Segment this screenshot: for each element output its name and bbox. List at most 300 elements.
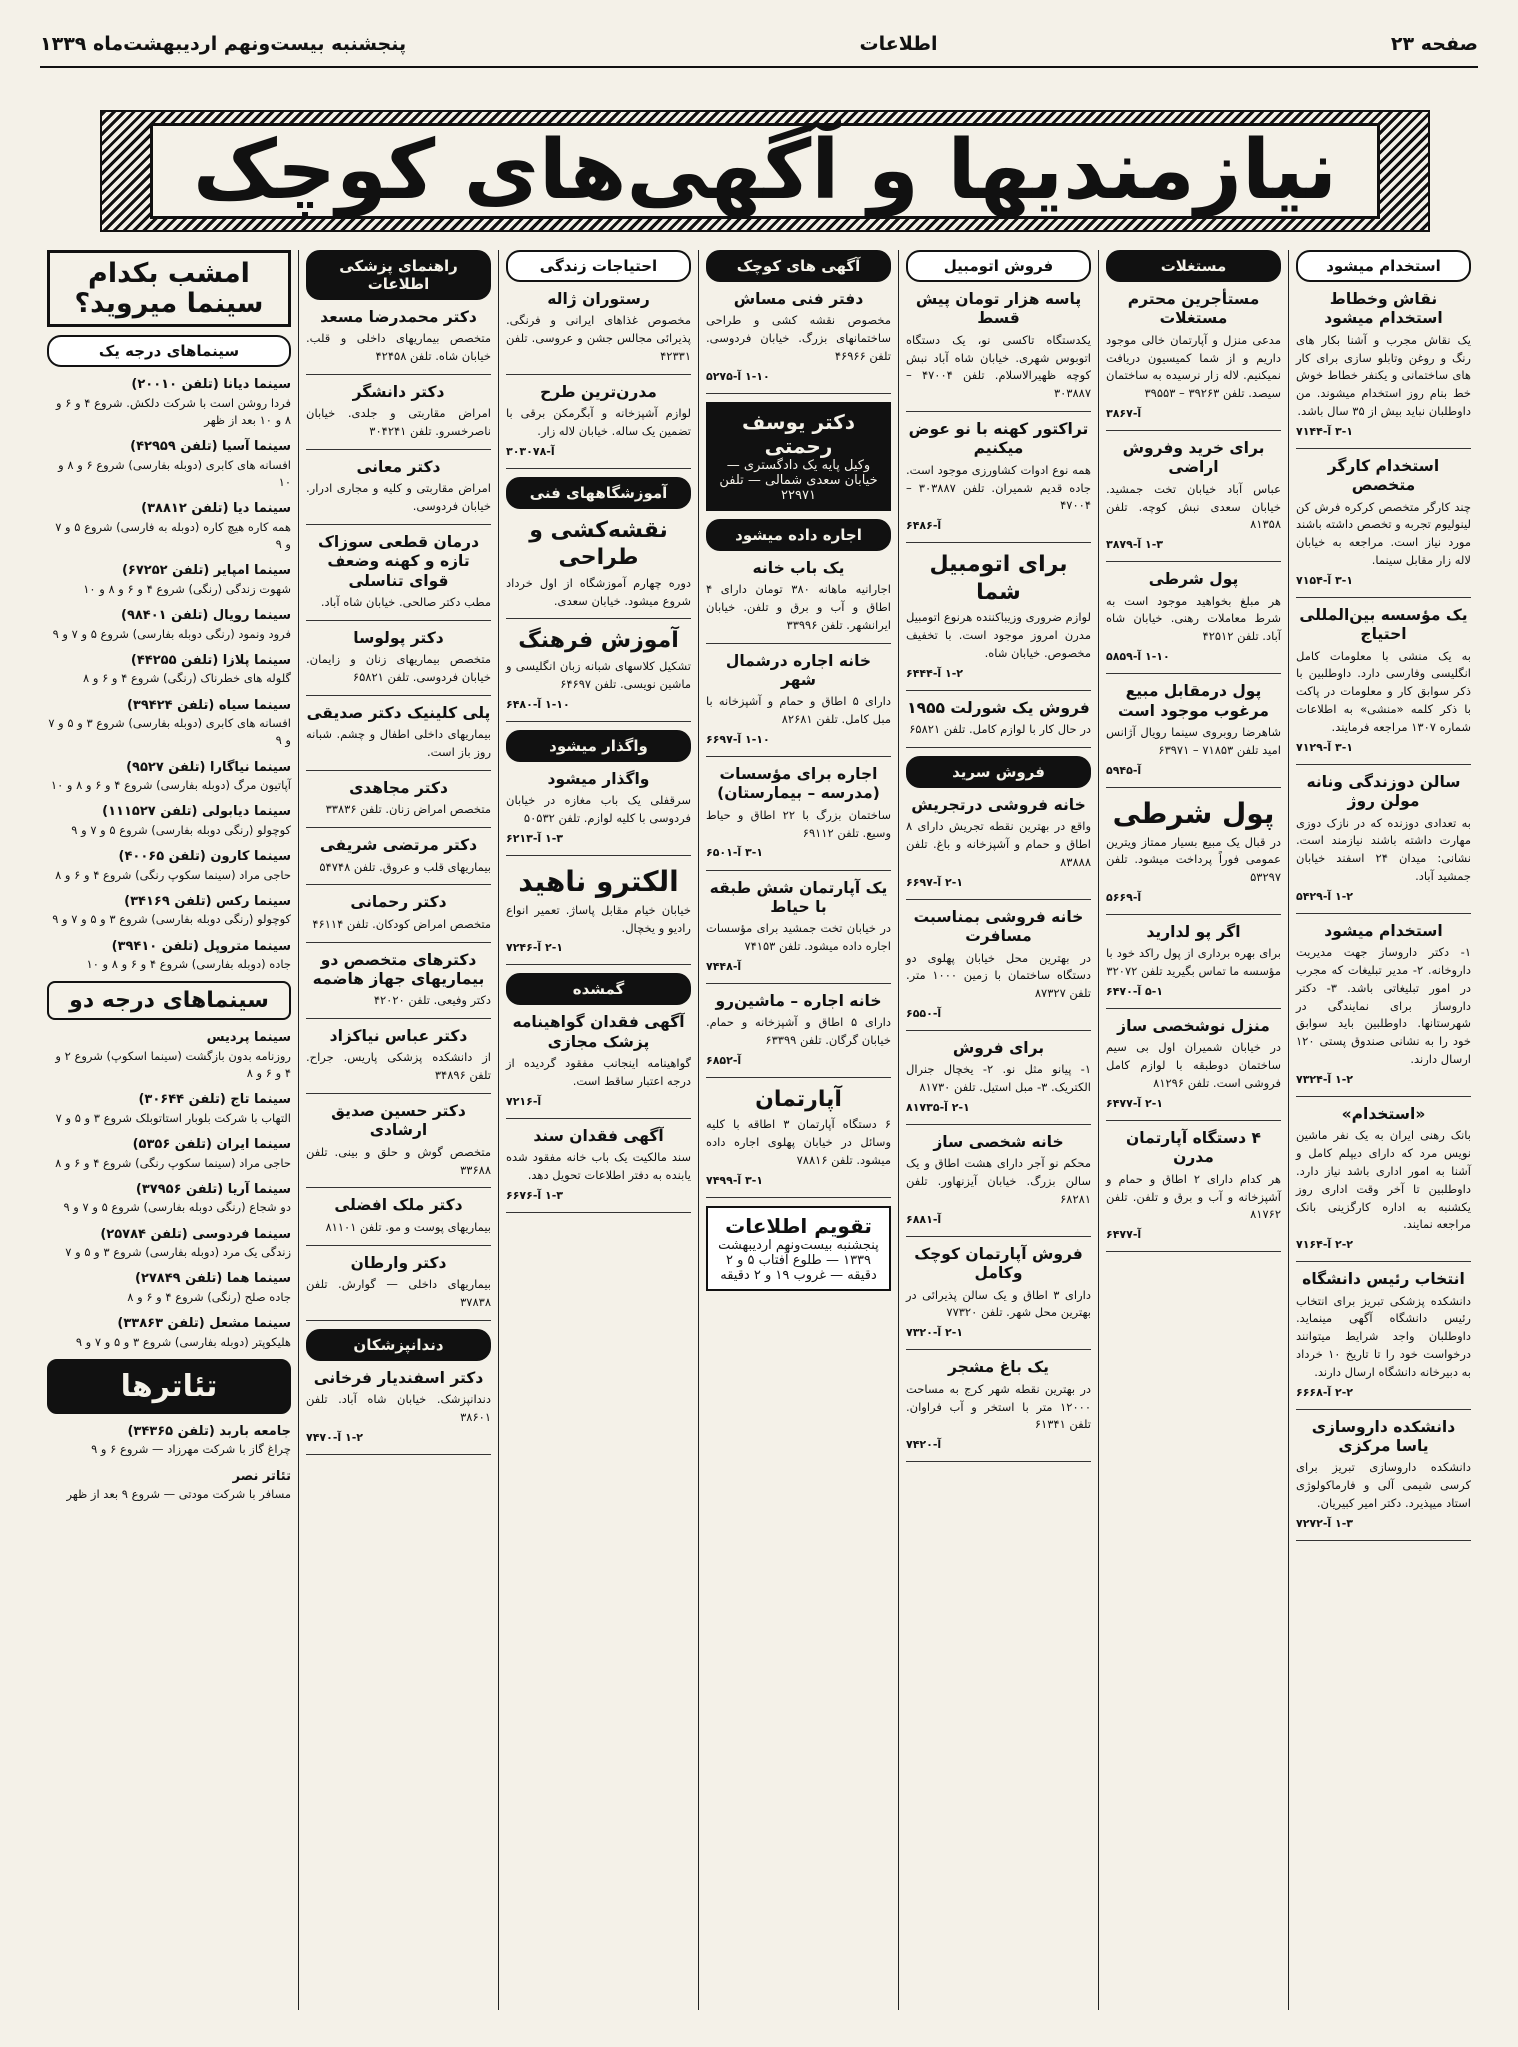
classified-ad: [906, 1039, 1091, 1116]
ad-code: آ-۵۹۴۵: [1106, 763, 1142, 777]
ad-code: آ-۷۴۲۰: [906, 1438, 942, 1452]
ad-code: ۲-۱ آ-۸۱۷۳۵: [906, 1101, 970, 1114]
ad-divider: [306, 449, 491, 450]
classified-ad: [306, 383, 491, 441]
classified-ad: [1106, 290, 1281, 422]
ad-divider: [506, 855, 691, 856]
column-header: فروش اتومبیل: [906, 250, 1091, 282]
ad-body: مخصوص غذاهای ایرانی و فرنگی. پذیرائی مجالس جشن و عروسی. تلفن ۴۲۳۳۱: [506, 313, 691, 363]
section-header: گمشده: [506, 973, 691, 1005]
ad-body: اجارانیه ماهانه ۳۸۰ تومان دارای ۴ اطاق و آب و برق و تلفن. خیابان ایرانشهر. تلفن ۳۳۹۹۶: [706, 582, 891, 632]
ad-title: انتخاب رئیس دانشگاه: [1302, 1270, 1465, 1289]
ad-body: ۱- دکتر داروساز جهت مدیریت داروخانه. ۲- مدیر تبلیغات که مجرب در امور تبلیغاتی باشد. ۳- دکتر داروساز برای نمایندگی در شهرستانها. داوطلبین باید سوابق خود را به نشانی صندوق پستی ۱۲۰ ارسال دارند.: [1296, 945, 1472, 1067]
ad-divider: [306, 827, 491, 828]
ad-divider: [706, 983, 891, 984]
classified-ad: [506, 290, 691, 366]
ad-divider: [306, 1454, 491, 1455]
cinema-name: سینما نیاگارا (تلفن ۹۵۲۷): [126, 759, 291, 775]
ad-divider: [1296, 1096, 1471, 1097]
ad-code: ۱-۱۰ آ-۵۲۷۵: [706, 369, 770, 383]
classified-ad: [906, 699, 1091, 739]
cinema-listing: [47, 1135, 291, 1172]
ad-body: سند مالکیت یک باب خانه مفقود شده یابنده به دفتر اطلاعات تحویل دهد.: [506, 1150, 691, 1182]
theater-name: تئاتر نصر: [232, 1468, 291, 1484]
cinema-program: افسانه های کابری (دوبله بفارسی) شروع ۳ و ۵ و ۷ و ۹: [48, 716, 291, 748]
section-header: آموزشگاههای فنی: [506, 477, 691, 509]
ad-body: امراض مقاربتی و جلدی. خیابان ناصرخسرو. تلفن ۳۰۴۲۴۱: [306, 406, 491, 439]
classified-ad: [1296, 457, 1471, 589]
ad-body: ۶ دستگاه آپارتمان ۳ اطاقه با کلیه وسائل در خیابان پهلوی اجاره داده میشود. تلفن ۷۸۸۱۶: [706, 1117, 891, 1168]
ad-code: آ-۶۸۸۱: [906, 1212, 942, 1226]
ad-title: اجاره برای مؤسسات (مدرسه – بیمارستان): [717, 765, 880, 803]
ad-code: ۱-۱۰ آ-۵۸۵۹: [1106, 650, 1170, 664]
page-number: صفحه ۲۳: [1390, 33, 1478, 55]
ad-code: آ-۶۴۸۶: [906, 519, 942, 533]
column-7: [40, 250, 298, 2010]
ad-divider: [306, 1320, 491, 1321]
ad-body: مطب دکتر صالحی. خیابان شاه آباد.: [320, 595, 491, 610]
cinema-name: سینما هما (تلفن ۲۷۸۴۹): [134, 1271, 291, 1287]
ad-divider: [906, 542, 1091, 543]
classified-ad: [906, 551, 1091, 681]
ad-divider: [706, 1077, 891, 1078]
ad-divider: [1106, 914, 1281, 915]
ad-body: بیماریهای داخلی — گوارش. تلفن ۳۷۸۳۸: [306, 1277, 491, 1309]
cinema-program: افسانه های کابری (دوبله بفارسی) شروع ۶ و ۸ و ۱۰: [58, 457, 291, 490]
cinema-name: سینما دیا (تلفن ۳۸۸۱۲): [141, 501, 291, 517]
ad-title: یک باغ مشجر: [948, 1358, 1049, 1377]
cinema-name: سینما آریا (تلفن ۳۷۹۵۶): [135, 1181, 291, 1197]
ad-code: ۱-۱۰ آ-۶۶۹۷: [706, 733, 770, 747]
ad-code: ۳-۱ آ-۷۴۹۹: [706, 1173, 764, 1187]
classified-ad: [906, 1358, 1091, 1453]
ad-body: دندانپزشک. خیابان شاه آباد. تلفن ۳۸۶۰۱: [306, 1392, 491, 1424]
ad-divider: [1296, 913, 1471, 914]
ad-title: دکتر دانشگر: [352, 383, 445, 401]
ad-code: ۳-۱ آ-۷۱۵۴: [1296, 573, 1354, 587]
ad-body: چند کارگر متخصص کرکره فرش کن لینولیوم تجربه و تخصص داشته باشند مورد نیاز است. مراجعه به خیابان لاله زار مقابل سینما.: [1296, 499, 1471, 568]
ad-divider: [306, 695, 491, 696]
ad-divider: [306, 1187, 491, 1188]
classified-ad: [706, 290, 891, 385]
classified-ad: [306, 704, 491, 762]
theater-name: جامعه باربد (تلفن ۳۴۳۶۵): [127, 1423, 291, 1439]
cinema-listing: [47, 375, 291, 429]
cinema-program: التهاب با شرکت بلوبار استاتوبلک شروع ۳ و ۵ و ۷: [55, 1110, 291, 1125]
ad-code: آ-۶۴۷۷: [1106, 1228, 1142, 1242]
classified-ad: [506, 383, 691, 460]
ad-body: در خیابان شمیران اول بی سیم ساختمان دوطبقه با لوازم کامل فروشی است. تلفن ۸۱۲۹۶: [1106, 1040, 1281, 1091]
classified-ad: [1296, 922, 1471, 1088]
ad-title: دکتر پولوسا: [353, 628, 444, 647]
boxed-ad-title: دکتر یوسف رحمتی: [742, 409, 855, 458]
cinema-program: گلوله های خطرناک (رنگی) شروع ۴ و ۶ و ۸: [83, 671, 291, 686]
ad-body: امراض مقاربتی و کلیه و مجاری ادرار. خیابان فردوسی.: [306, 481, 491, 514]
ad-title: خانه اجاره – ماشین‌رو: [715, 991, 882, 1010]
cinema-listing: [47, 1225, 291, 1262]
column-2: [1098, 250, 1288, 2010]
ad-code: ۲-۱ آ-۷۲۴۶: [506, 941, 564, 955]
ad-divider: [306, 770, 491, 771]
classified-ad: [1296, 1105, 1471, 1253]
ad-body: مخصوص نقشه کشی و طراحی ساختمانهای بزرگ. خیابان فردوسی. تلفن ۴۶۹۶۶: [706, 313, 891, 363]
cinema-name: سینما دیابولی (تلفن ۱۱۱۵۲۷): [102, 804, 291, 820]
boxed-ad-body: وکیل پایه یک دادگستری — خیابان سعدی شمالی — تلفن ۲۲۹۷۱: [719, 457, 878, 503]
classified-ad: [306, 458, 491, 516]
ad-divider: [906, 1349, 1091, 1350]
cinema-section-header: سینماهای درجه دو: [47, 981, 291, 1020]
cinema-program: حاجی مراد (سینما سکوپ رنگی) شروع ۴ و ۶ و ۸: [55, 1155, 291, 1170]
classified-ad: [506, 770, 691, 847]
cinema-listing: [47, 499, 291, 553]
ad-divider: [1106, 1008, 1281, 1009]
ad-body: بیماریهای داخلی اطفال و چشم. شبانه روز باز است.: [306, 727, 491, 760]
ad-body: هر مبلغ بخواهید موجود است به شرط معاملات رهنی. خیابان شاه آباد. تلفن ۴۲۵۱۲: [1106, 593, 1281, 644]
cinema-listing: [47, 651, 291, 688]
classified-ad: [306, 629, 491, 687]
cinema-listing: [47, 758, 291, 795]
ad-title: خانه شخصی ساز: [933, 1133, 1064, 1152]
classified-ad: [506, 1013, 691, 1109]
cinema-name: سینما آسیا (تلفن ۴۲۹۵۹): [130, 439, 291, 455]
cinema-name: سینما رکس (تلفن ۳۴۱۶۹): [124, 893, 291, 909]
ad-title: نقشه‌کشی و طراحی: [529, 517, 668, 571]
ad-body: تشکیل کلاسهای شبانه زبان انگلیسی و ماشین نویسی. تلفن ۶۴۶۹۷: [506, 658, 691, 691]
ad-divider: [306, 1018, 491, 1019]
ad-divider: [706, 1197, 891, 1198]
ad-body: عباس آباد خیابان تخت جمشید. خیابان سعدی نبش کوچه. تلفن ۸۱۳۵۸: [1106, 481, 1281, 532]
banner-title: نیازمندیها و آگهی‌های کوچک: [150, 123, 1380, 219]
classified-ad: [1106, 570, 1281, 665]
ad-divider: [906, 690, 1091, 691]
ad-divider: [706, 870, 891, 871]
ad-title: دکتر ملک افضلی: [334, 1196, 463, 1215]
cinema-program: فردا روشن است با شرکت دلکش. شروع ۴ و ۶ و ۸ و ۱۰ بعد از ظهر: [56, 395, 291, 428]
column-1: [1288, 250, 1478, 2010]
ad-body: دارای ۵ اطاق و آشپزخانه و حمام. خیابان گرگان. تلفن ۶۳۳۹۹: [706, 1015, 891, 1048]
cinema-name: سینما ایران (تلفن ۵۳۵۶): [132, 1137, 291, 1153]
ad-divider: [1106, 561, 1281, 562]
ad-divider: [1106, 1120, 1281, 1121]
classified-ad: [1296, 1418, 1471, 1532]
ad-title: اگر پو لدارید: [1146, 923, 1241, 942]
classified-ad: [1106, 439, 1281, 553]
ad-body: لوازم آشپزخانه و آبگرمکن برقی با تضمین یک ساله. خیابان لاله زار.: [506, 406, 691, 438]
ad-divider: [306, 1245, 491, 1246]
classified-ad: [306, 779, 491, 819]
ad-title: آگهی فقدان گواهینامه پزشک مجازی: [512, 1013, 685, 1051]
ad-body: متخصص امراض زنان. تلفن ۳۳۸۳۶: [325, 802, 491, 817]
ad-body: از دانشکده پزشکی پاریس. جراح. تلفن ۳۴۸۹۶: [306, 1050, 491, 1083]
newspaper-name: اطلاعات: [859, 33, 938, 55]
classified-ad: [1106, 682, 1281, 778]
ad-body: گواهینامه اینجانب مفقود گردیده از درجه اعتبار ساقط است.: [506, 1056, 691, 1088]
cinema-listing: [47, 1269, 291, 1306]
ad-title: خانه اجاره درشمال شهر: [725, 651, 872, 690]
page-header: [40, 22, 1478, 68]
ad-title: مدرن‌ترین طرح: [540, 382, 657, 401]
classified-ad: [306, 951, 491, 1011]
ad-title: «استخدام»: [1341, 1104, 1426, 1123]
cinema-listing: [47, 1180, 291, 1217]
classified-ad: [1106, 923, 1281, 1000]
ad-title: تراکتور کهنه با نو عوض میکنیم: [908, 420, 1089, 458]
ad-divider: [1296, 764, 1471, 765]
ad-body: بیماریهای قلب و عروق. تلفن ۵۴۷۴۸: [319, 859, 491, 874]
cinema-listing: [47, 802, 291, 839]
cinema-listing: [47, 847, 291, 884]
cinema-listing: [47, 892, 291, 929]
theater-program: مسافر با شرکت مودتی — شروع ۹ بعد از ظهر: [66, 1487, 291, 1502]
ad-title: رستوران ژاله: [547, 290, 650, 308]
ad-divider: [506, 468, 691, 469]
column-4: [698, 250, 898, 2010]
ad-body: برای بهره برداری از پول راکد خود با مؤسسه ما تماس بگیرید تلفن ۳۲۰۷۲: [1106, 946, 1281, 979]
classified-ad: [306, 1254, 491, 1312]
column-header: آگهی های کوچک: [706, 250, 891, 282]
cinema-listing: [47, 1314, 291, 1351]
ad-code: آ-۷۴۴۸: [706, 959, 742, 973]
cinema-name: سینما رویال (تلفن ۹۸۴۰۱): [120, 608, 291, 624]
boxed-ad: [706, 402, 891, 511]
ad-code: ۲-۱ آ-۶۴۷۷: [1106, 1096, 1164, 1110]
ad-body: دانشکده داروسازی تبریز برای کرسی شیمی آلی و فارماکولوژی استاد میپذیرد. دکتر امیر کبیریان.: [1296, 1460, 1471, 1511]
ad-title: پاسه هزار تومان پیش قسط: [915, 290, 1082, 328]
ad-divider: [306, 524, 491, 525]
boxed-ad-title: تقویم اطلاعات: [725, 1213, 872, 1238]
ad-divider: [306, 1093, 491, 1094]
ad-body: متخصص امراض کودکان. تلفن ۴۶۱۱۴: [312, 916, 491, 931]
ad-body: یکدستگاه تاکسی نو، یک دستگاه اتوبوس شهری. خیابان شاه آباد نبش کوچه ظهیرالاسلام. تلفن ۴۷۰۰۴ – ۳۰۳۸۸۷: [906, 332, 1091, 401]
classified-ad: [906, 290, 1091, 403]
ad-title: یک مؤسسه بین‌المللی احتیاج: [1299, 605, 1468, 644]
column-header: مستغلات: [1106, 250, 1281, 282]
cinema-name: سینما متروپل (تلفن ۳۹۴۱۰): [111, 938, 291, 954]
cinema-name: سینما تاج (تلفن ۳۰۶۴۴): [138, 1092, 291, 1108]
classified-ad: [306, 893, 491, 933]
ad-code: آ-۳۰۳۰۷۸: [506, 444, 555, 458]
theaters-header: تئاترها: [47, 1359, 291, 1414]
ad-divider: [1296, 597, 1471, 598]
ad-title: خانه فروشی بمناسبت مسافرت: [913, 907, 1084, 946]
ad-divider: [506, 1118, 691, 1119]
cinema-program: آپاتیون مرگ (دوبله بفارسی) شروع ۴ و ۶ و ۸ و ۱۰: [50, 778, 291, 793]
ad-code: ۱-۳ آ-۷۲۷۲: [1296, 1516, 1354, 1530]
ad-body: در قبال یک مبیع بسیار ممتاز ویترین عمومی فوراً پرداخت میشود. تلفن ۵۳۲۹۷: [1106, 834, 1281, 885]
section-header: اجاره داده میشود: [706, 519, 891, 551]
ad-divider: [1106, 673, 1281, 674]
cinema-listing: [47, 1028, 291, 1082]
ad-body: لوازم ضروری وزیباکننده هرنوع اتومبیل مدرن امروز موجود است. با تخفیف مخصوص. خیابان شاه.: [906, 610, 1091, 660]
theater-program: چراغ گاز با شرکت مهرزاد — شروع ۶ و ۹: [91, 1442, 291, 1457]
ad-divider: [1106, 430, 1281, 431]
ad-code: ۱-۱۰ آ-۶۴۸۰: [506, 697, 570, 711]
ad-title: پول درمقابل مبیع مرغوب موجود است: [1117, 682, 1270, 720]
classified-ad: [306, 1369, 491, 1446]
ad-code: ۵-۱ آ-۶۴۷۰: [1106, 985, 1164, 999]
classified-ad: [506, 627, 691, 712]
classified-ad: [1106, 796, 1281, 906]
ad-divider: [506, 1212, 691, 1213]
cinema-program: جاده (دوبله بفارسی) شروع ۴ و ۶ و ۸ و ۱۰: [86, 957, 291, 972]
ad-code: آ-۶۵۵۰: [906, 1006, 942, 1020]
classified-ad: [306, 308, 491, 366]
ad-divider: [706, 393, 891, 394]
ad-divider: [306, 620, 491, 621]
ad-divider: [1106, 787, 1281, 788]
classified-ad: [1106, 1017, 1281, 1112]
section-banner: [100, 110, 1430, 232]
classified-ad: [706, 992, 891, 1069]
ad-code: ۳-۱ آ-۷۱۲۹: [1296, 740, 1354, 754]
ad-body: مدعی منزل و آپارتمان خالی موجود داریم و از شما کمیسیون دریافت نمیکنیم. لاله زار نرسیده به ساختمان سیصد. تلفن ۳۹۲۶۳ – ۳۹۵۵۳: [1106, 332, 1281, 401]
classified-ad: [506, 517, 691, 611]
ad-body: دارای ۳ اطاق و یک سالن پذیرائی در بهترین محل شهر. تلفن ۷۷۳۲۰: [906, 1287, 1091, 1320]
ad-title: دفتر فنی مساش: [733, 290, 864, 308]
cinema-listing: [47, 937, 291, 974]
classified-ad: [1296, 290, 1471, 440]
ad-title: درمان قطعی سوزاک تازه و کهنه وضعف قوای تناسلی: [317, 533, 480, 590]
ad-divider: [306, 884, 491, 885]
ad-divider: [906, 1030, 1091, 1031]
ad-divider: [906, 747, 1091, 748]
boxed-ad: [706, 1206, 891, 1291]
ad-divider: [1296, 1261, 1471, 1262]
ad-title: الکترو ناهید: [518, 864, 679, 898]
column-6: [298, 250, 498, 2010]
cinema-listing: [47, 606, 291, 643]
theater-listing: [47, 1467, 291, 1504]
cinema-program: روزنامه بدون بازگشت (سینما اسکوپ) شروع ۲ و ۴ و ۶ و ۸: [55, 1048, 291, 1081]
ad-body: ۱- پیانو مثل نو. ۲- یخچال جنرال الکتریک. ۳- مبل استیل. تلفن ۸۱۷۳۰: [906, 1062, 1091, 1095]
ad-title: دکتر محمدرضا مسعد: [320, 308, 477, 326]
cinema-program: جاده صلح (رنگی) شروع ۴ و ۶ و ۸: [127, 1289, 291, 1304]
classified-ad: [906, 1245, 1091, 1341]
ad-title: دکترهای متخصص دو بیماریهای جهاز هاضمه: [312, 950, 485, 988]
ad-title: دکتر رحمانی: [350, 893, 447, 912]
boxed-ad-body: پنجشنبه بیست‌ونهم اردیبهشت ۱۳۳۹ — طلوع آفتاب ۵ و ۲ دقیقه — غروب ۱۹ و ۲ دقیقه: [718, 1237, 879, 1283]
ad-code: آ-۳۸۶۷: [1106, 407, 1142, 420]
ad-title: برای خرید وفروش اراضی: [1122, 439, 1265, 477]
ad-title: دکتر عباس نیاکزاد: [329, 1027, 468, 1046]
classified-ad: [506, 1127, 691, 1204]
ad-title: منزل نوشخصی ساز: [1117, 1017, 1270, 1036]
ad-title: استخدام میشود: [1324, 921, 1443, 940]
ad-title: دکتر وارطان: [350, 1253, 447, 1272]
ad-title: ۴ دستگاه آپارتمان مدرن: [1126, 1128, 1261, 1167]
ad-body: در بهترین نقطه شهر کرج به مساحت ۱۲۰۰۰ متر با استخر و آب فراوان. تلفن ۶۱۳۴۱: [906, 1381, 1091, 1432]
classified-ad: [706, 879, 891, 975]
column-header: راهنمای پزشکی اطلاعات: [306, 250, 491, 300]
classified-ad: [1296, 606, 1471, 756]
ad-divider: [1296, 1540, 1471, 1541]
theater-listing: [47, 1422, 291, 1459]
ad-divider: [506, 964, 691, 965]
ad-body: همه نوع ادوات کشاورزی موجود است. جاده قدیم شمیران. تلفن ۳۰۳۸۸۷ – ۴۷۰۰۴: [906, 462, 1091, 513]
ad-title: دکتر اسفندیار فرخانی: [313, 1368, 484, 1387]
ad-body: خیابان خیام مقابل پاساژ. تعمیر انواع رادیو و یخچال.: [506, 902, 691, 935]
classified-columns: [40, 250, 1478, 2010]
ad-body: محکم نو آجر دارای هشت اطاق و یک سالن بزرگ. خیابان آیزنهاور. تلفن ۶۸۲۸۱: [906, 1156, 1091, 1207]
cinema-program: کوچولو (رنگی دوبله بفارسی) شروع ۵ و ۷ و ۹: [71, 822, 291, 837]
ad-code: ۲-۲ آ-۶۶۶۸: [1296, 1385, 1354, 1399]
ad-title: آپارتمان: [755, 1086, 842, 1112]
classified-ad: [906, 908, 1091, 1022]
cinema-program: حاجی مراد (سینما سکوپ رنگی) شروع ۴ و ۶ و ۸: [55, 867, 291, 882]
cinema-program: هلیکوپتر (دوبله بفارسی) شروع ۳ و ۵ و ۷ و ۹: [75, 1334, 291, 1349]
ad-title: واگذار میشود: [547, 769, 650, 788]
cinema-program: کوچولو (رنگی دوبله بفارسی) شروع ۳ و ۵ و ۷ و ۹: [52, 912, 291, 927]
ad-body: دارای ۵ اطاق و حمام و آشپزخانه با مبل کامل. تلفن ۸۲۶۸۱: [706, 694, 891, 727]
ad-divider: [1106, 1251, 1281, 1252]
ad-body: یک نقاش مجرب و آشنا بکار های رنگ و روغن وتابلو سازی برای کار های ساختمانی و یکنفر خطاط خوش خط بنام روز استخدام میشوند. من داوطلبان نباید بیش از ۳۵ سال باشد.: [1296, 332, 1471, 418]
classified-ad: [306, 1027, 491, 1085]
classified-ad: [706, 652, 891, 748]
ad-divider: [906, 1461, 1091, 1462]
ad-body: دوره چهارم آموزشگاه از اول خرداد شروع میشود. خیابان سعدی.: [506, 575, 691, 608]
ad-title: یک آپارتمان شش طبقه با حیاط: [709, 878, 888, 916]
ad-code: ۳-۱ آ-۶۵۰۱: [706, 846, 764, 860]
ad-divider: [706, 643, 891, 644]
classified-ad: [906, 796, 1091, 891]
ad-title: پلی کلینیک دکتر صدیقی: [306, 703, 491, 722]
classified-ad: [706, 765, 891, 861]
ad-body: دانشکده پزشکی تبریز برای انتخاب رئیس دانشگاه آگهی مینماید. داوطلبان واجد شرایط میتوانند درخواست خود را تا تاریخ ۱۰ خرداد به دبیرخانه دانشگاه ارسال دارند.: [1296, 1293, 1471, 1379]
ad-body: در حال کار با لوازم کامل. تلفن ۶۵۸۲۱: [909, 722, 1091, 737]
ad-body: در بهترین محل خیابان پهلوی دو دستگاه ساختمان با زمین ۱۰۰۰ متر. تلفن ۸۷۳۲۷: [906, 950, 1091, 1001]
ad-title: پول شرطی: [1148, 570, 1239, 589]
ad-title: دکتر مجاهدی: [349, 778, 448, 797]
section-header: دندانپزشکان: [306, 1329, 491, 1361]
cinema-name: سینما دیانا (تلفن ۲۰۰۱۰): [131, 377, 291, 393]
ad-code: ۲-۱ آ-۶۶۹۷: [906, 875, 964, 889]
ad-body: متخصص بیماریهای داخلی و قلب. خیابان شاه. تلفن ۴۲۴۵۸: [306, 331, 491, 364]
cinema-listing: [47, 696, 291, 750]
ad-title: دکتر حسین صدیق ارشادی: [331, 1102, 466, 1140]
cinema-listing: [47, 561, 291, 598]
cinema-program: فرود ونمود (رنگی دوبله بفارسی) شروع ۵ و ۷ و ۹: [52, 626, 291, 641]
classified-ad: [1296, 773, 1471, 905]
section-header: واگذار میشود: [506, 730, 691, 762]
ad-title: آگهی فقدان سند: [533, 1126, 664, 1145]
ad-body: سرقفلی یک باب مغازه در خیابان فردوسی با کلیه لوازم. تلفن ۵۰۵۳۲: [506, 793, 691, 825]
cinema-headline: امشب بکدام سینما میروید؟: [47, 250, 291, 327]
ad-code: آ-۷۲۱۶: [506, 1094, 542, 1108]
column-5: [498, 250, 698, 2010]
column-3: [898, 250, 1098, 2010]
ad-title: استخدام کارگر متخصص: [1327, 456, 1440, 495]
ad-divider: [1296, 1409, 1471, 1410]
classified-ad: [306, 1196, 491, 1236]
ad-title: خانه فروشی درتجریش: [911, 795, 1086, 814]
cinema-name: سینما امپایر (تلفن ۶۷۲۵۲): [121, 563, 291, 579]
cinema-program: همه کاره هیچ کاره (دوبله به فارسی) شروع ۵ و ۷ و ۹: [55, 519, 291, 552]
ad-body: دکتر وفیعی. تلفن ۴۲۰۲۰: [373, 993, 491, 1008]
column-header: استخدام میشود: [1296, 250, 1471, 282]
ad-code: ۱-۲ آ-۶۴۴۴: [906, 666, 964, 680]
ad-divider: [306, 374, 491, 375]
ad-title: مستأجرین محترم مستغلات: [1127, 290, 1260, 328]
ad-body: به یک منشی با معلومات کامل انگلیسی وفارسی دارد. داوطلبین با ذکر سوابق کار و معلومات در پاکت با ذکر کلمه «منشی» به اطلاعات شماره ۱۳۰۷ مراجعه فرمایند.: [1296, 648, 1471, 734]
cinema-program: زندگی یک مرد (دوبله بفارسی) شروع ۳ و ۵ و ۷: [65, 1245, 291, 1260]
cinema-name: سینما مشعل (تلفن ۳۳۸۶۳): [117, 1316, 291, 1332]
ad-code: ۲-۱ آ-۷۳۲۰: [906, 1326, 964, 1340]
ad-body: به تعدادی دوزنده که در نازک دوزی مهارت داشته باشند نیازمند است. نشانی: میدان ۲۴ اسفند خیابان جمشید آباد.: [1296, 815, 1471, 883]
classified-ad: [906, 420, 1091, 534]
ad-code: آ-۵۶۶۹: [1106, 891, 1142, 904]
ad-divider: [906, 411, 1091, 412]
ad-title: برای اتومبیل شما: [929, 552, 1068, 605]
